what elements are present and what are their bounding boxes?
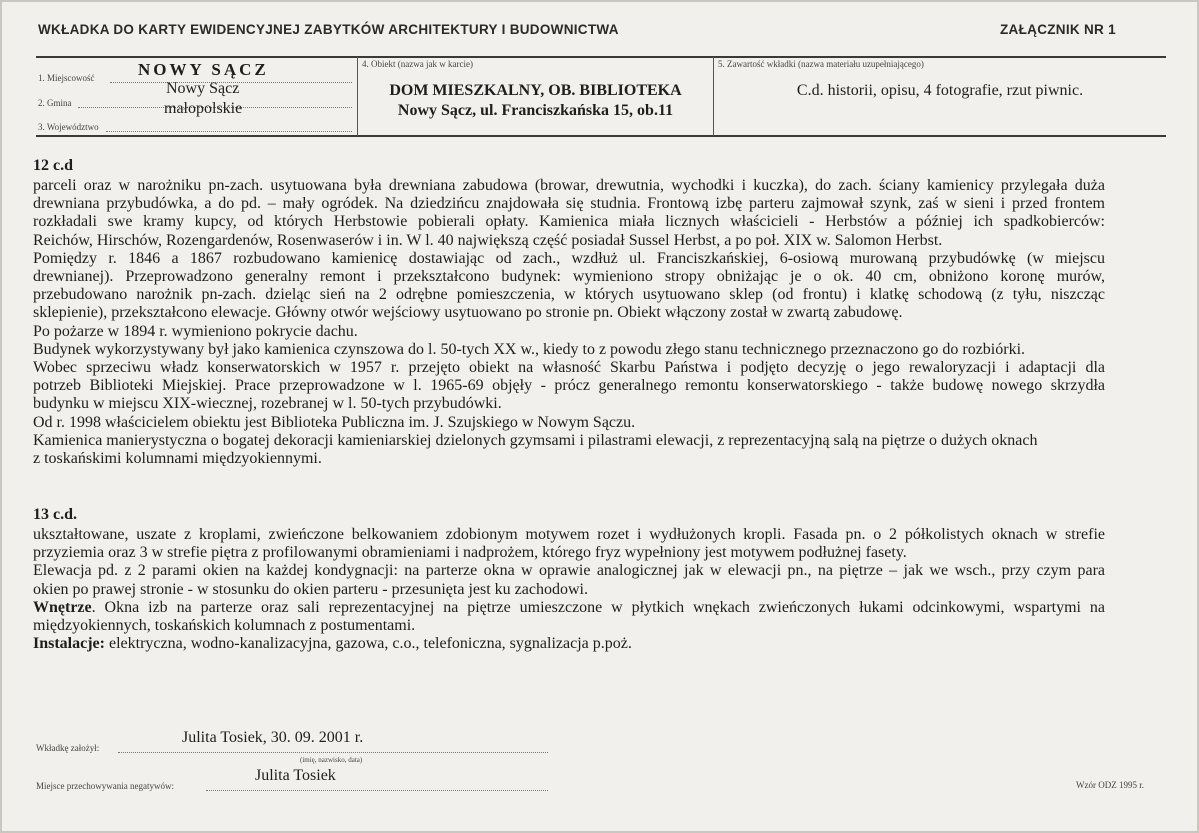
text-line <box>33 432 1105 450</box>
text-line <box>33 414 1105 432</box>
dotted-line <box>206 790 548 791</box>
line-text: Kamienica manierystyczna o bogatej dekoracji kamieniarskiej dzielonych gzymsami i pilastrami elewacji, z reprezentacyjną salą na piętrze o dużych oknach <box>33 431 1038 449</box>
line-text: rozkładali swe kramy kupcy, od których Herbstowie pobierali opłaty. Kamienica miała licznych właścicieli - Herbstów a później ich spadkobierców: <box>33 213 1105 231</box>
section-12 <box>33 157 1105 468</box>
zawartosc-label: 5. Zawartość wkładki (nazwa materiału uzupełniającego) <box>718 59 924 69</box>
document-title: WKŁADKA DO KARTY EWIDENCYJNEJ ZABYTKÓW ARCHITEKTURY I BUDOWNICTWA <box>38 22 619 37</box>
zawartosc-value: C.d. historii, opisu, 4 fotografie, rzut piwnic. <box>796 82 1084 99</box>
text-line <box>33 377 1105 395</box>
dotted-line <box>118 752 548 753</box>
section-12-text <box>33 177 1105 468</box>
annex-number: ZAŁĄCZNIK NR 1 <box>1000 22 1116 37</box>
line-text: Od r. 1998 właścicielem obiektu jest Biblioteka Publiczna im. J. Szujskiego w Nowym Sączu. <box>33 413 636 431</box>
text-line <box>33 250 1105 268</box>
text-line <box>33 213 1105 231</box>
text-line <box>33 232 1105 250</box>
line-text: Pomiędzy r. 1846 a 1867 rozbudowano kamienicę dostawiając od zach., wzdłuż ul. Franciszkańskiej, 6-osiową murowaną przybudówkę (w miejscu <box>33 249 1105 267</box>
line-text: drewniana przybudówka, a do pd. – mały ogródek. Na dziedzińcu znajdowała się studnia. Frontową izbę parteru zajmował szynk, zaś w sieni i przed frontem <box>33 195 1105 213</box>
line-text: drewnianej). Przeprowadzono generalny remont i przekształcono budynek: wymieniono stropy obniżając je o ok. 40 cm, obniżono koronę murów, <box>33 267 1105 285</box>
gmina-value: Nowy Sącz <box>166 80 240 97</box>
text-line <box>33 268 1105 286</box>
text-line <box>33 450 1105 468</box>
text-line <box>33 359 1105 377</box>
obiekt-address: Nowy Sącz, ul. Franciszkańska 15, ob.11 <box>397 102 674 119</box>
text-line <box>33 177 1105 195</box>
text-line <box>33 195 1105 213</box>
obiekt-label: 4. Obiekt (nazwa jak w karcie) <box>362 59 473 69</box>
line-text: parceli oraz w narożniku pn-zach. usytuowana była drewniana zabudowa (browar, drewutnia, wychodki i kuczka), do zach. ściany kamienicy przylegała duża <box>33 177 1105 194</box>
line-text: z toskańskimi kolumnami międzyokiennymi. <box>33 449 322 467</box>
text-line <box>33 635 1105 653</box>
text-line <box>33 599 1105 617</box>
negatywy-label: Miejsce przechowywania negatywów: <box>36 781 174 791</box>
miejscowosc-label: 1. Miejscowość <box>38 73 95 83</box>
text-line <box>33 395 1105 413</box>
line-text: Wobec sprzeciwu władz konserwatorskich w 1957 r. przejęto obiekt na własność Skarbu Państwa i podjęto decyzję o jego rewaloryzacji i adaptacji dla <box>33 358 1105 376</box>
obiekt-name: DOM MIESZKALNY, OB. BIBLIOTEKA <box>389 82 682 99</box>
zalozyl-hint: (imię, nazwisko, data) <box>300 756 363 764</box>
section-13 <box>33 506 1105 653</box>
negatywy-value: Julita Tosiek <box>255 767 336 784</box>
section-13-text <box>33 526 1105 653</box>
line-text: ukształtowane, uszate z kroplami, zwieńczone belkowaniem zdobionym motywem rozet i wydłużonych kropli. Fasada pn. o 2 półkolistych oknach w strefie <box>33 526 1105 543</box>
text-line <box>33 341 1105 359</box>
line-text: okien po prawej stronie - w stosunku do okien parteru - przesunięta jest ku zachodowi. <box>33 580 588 598</box>
text-line <box>33 323 1105 341</box>
wojewodztwo-label: 3. Województwo <box>38 122 99 132</box>
line-text: Budynek wykorzystywany był jako kamienica czynszowa do l. 50-tych XX w., kiedy to z powodu złego stanu technicznego przeznaczono go do rozbiórki. <box>33 340 1026 358</box>
line-text: budynku w miejscu XIX-wiecznej, rozebranej w l. 50-tych przybudówki. <box>33 395 502 413</box>
line-text: elektryczna, wodno-kanalizacyjna, gazowa, c.o., telefoniczna, sygnalizacja p.poż. <box>104 635 632 653</box>
zalozyl-label: Wkładkę założył: <box>36 743 100 753</box>
text-line <box>33 304 1105 322</box>
miejscowosc-value: NOWY SĄCZ <box>138 60 269 79</box>
gmina-label: 2. Gmina <box>38 98 72 108</box>
line-text: Elewacja pd. z 2 parami okien na każdej kondygnacji: na parterze okna w oprawie analogicznej jak w elewacji pn., na piętrze – jak we wsch., przy czym para <box>33 562 1105 580</box>
zalozyl-value: Julita Tosiek, 30. 09. 2001 r. <box>182 729 364 746</box>
line-text: . Okna izb na parterze oraz sali reprezentacyjnej na piętrze umieszczone w płytkich wnękach zwieńczonych łukami odcinkowymi, wspartymi na <box>91 598 1105 616</box>
line-text: przyziemia oraz 3 w strefie piętra z profilowanymi obramieniami i nadprożem, którego fryz wypełniony jest motywem podłużnej fasety. <box>33 544 907 562</box>
line-text: sklepienie), przekształcono elewacje. Główny otwór wejściowy usytuowano po stronie pn. Obiekt włączony został w zwartą zabudowę. <box>33 304 903 322</box>
bottom-rule <box>36 135 1166 137</box>
text-line <box>33 286 1105 304</box>
bold-lead: Instalacje: <box>33 635 105 653</box>
form-template: Wzór ODZ 1995 r. <box>1076 780 1144 790</box>
section-13-heading: 13 c.d. <box>33 506 77 523</box>
text-line <box>33 526 1105 544</box>
text-line <box>33 562 1105 580</box>
line-text: Po pożarze w 1894 r. wymieniono pokrycie dachu. <box>33 322 358 340</box>
line-text: Reichów, Hirschów, Rozengardenów, Rosenwaserów i in. W l. 40 największą część posiadał Sussel Herbst, a po poł. XIX w. Salomon Herbst. <box>33 231 943 249</box>
line-text: międzyokiennych, toskańskich kolumnach z postumentami. <box>33 616 416 634</box>
text-line <box>33 544 1105 562</box>
line-text: potrzeb Biblioteki Miejskiej. Prace przeprowadzone w l. 1965-69 objęły - prócz generalnego remontu konserwatorskiego - także budowę nowego skrzydła <box>33 377 1105 395</box>
dotted-line <box>106 131 352 132</box>
line-text: przebudowano narożnik pn-zach. dzieląc sień na 2 odrębne pomieszczenia, w których usytuowano sklep (od frontu) i klatkę schodową (z tyłu, niszcząc <box>33 286 1105 304</box>
text-line <box>33 581 1105 599</box>
top-rule <box>36 56 1166 58</box>
section-12-heading: 12 c.d <box>33 157 73 174</box>
wojewodztwo-value: małopolskie <box>164 100 243 117</box>
bold-lead: Wnętrze <box>33 598 92 616</box>
text-line <box>33 617 1105 635</box>
